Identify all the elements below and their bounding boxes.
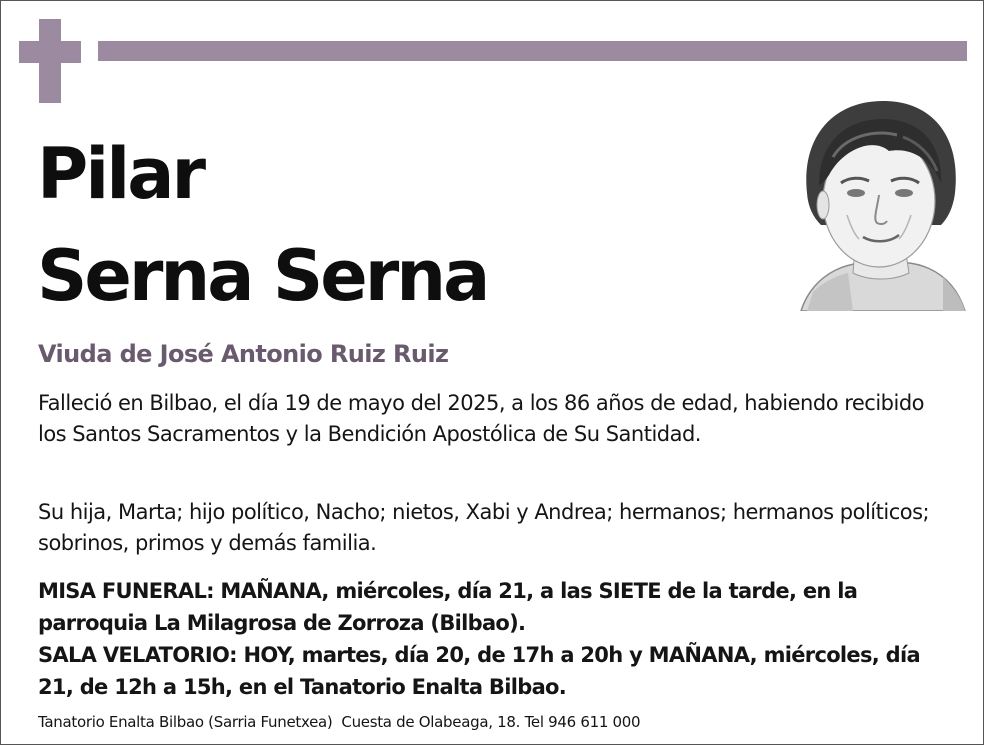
funeral-mass-text: MISA FUNERAL: MAÑANA, miércoles, día 21, a las SIETE de la tarde, en la parroquia La Milagrosa de Zorroza (Bilbao). xyxy=(38,579,858,635)
deceased-first-name: Pilar xyxy=(37,133,204,215)
funeral-home-name: Tanatorio Enalta Bilbao (Sarria Funetxea) xyxy=(38,713,333,731)
footer-contact xyxy=(38,713,640,731)
address-phone: Cuesta de Olabeaga, 18. Tel 946 611 000 xyxy=(341,713,641,731)
relationship-subtitle: Viuda de José Antonio Ruiz Ruiz xyxy=(38,340,449,368)
header-rule xyxy=(98,41,967,61)
death-notice-text: Falleció en Bilbao, el día 19 de mayo del 2025, a los 86 años de edad, habiendo recibido los Santos Sacramentos y la Bendición Apostólica de Su Santidad. xyxy=(38,391,925,446)
portrait-photo xyxy=(793,97,969,311)
deceased-surnames: Serna Serna xyxy=(37,235,488,317)
wake-room-text: SALA VELATORIO: HOY, martes, día 20, de 17h a 20h y MAÑANA, miércoles, día 21, de 12h a 15h, en el Tanatorio Enalta Bilbao. xyxy=(38,643,920,699)
family-text: Su hija, Marta; hijo político, Nacho; nietos, Xabi y Andrea; hermanos; hermanos políticos; sobrinos, primos y demás familia. xyxy=(38,500,930,555)
service-details xyxy=(38,575,948,703)
cross-icon-arm xyxy=(19,41,81,63)
